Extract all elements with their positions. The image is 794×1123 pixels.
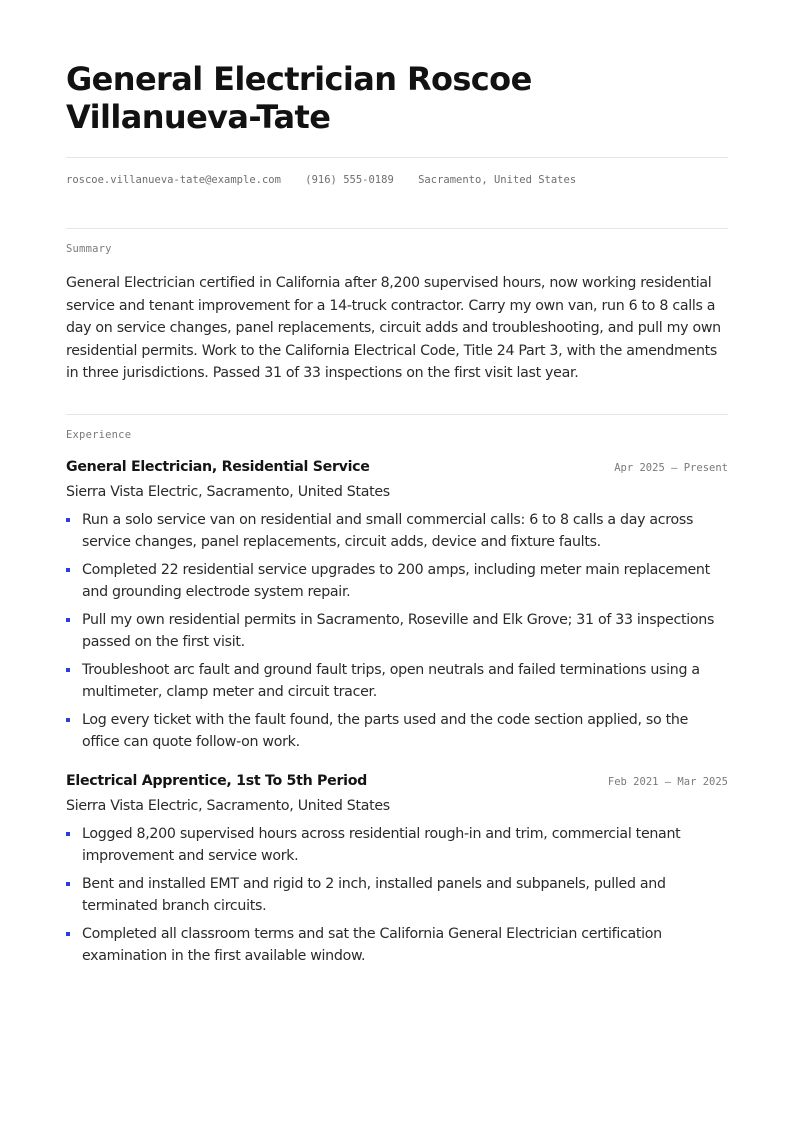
bullet-item [66,873,728,917]
job-dates: Feb 2021 — Mar 2025 [607,776,728,788]
bullet-marker [66,882,70,886]
bullet-marker [66,718,70,722]
bullet-marker [66,518,70,522]
job-bullets [66,509,728,753]
bullet-item [66,559,728,603]
location-text: Sacramento, United States [418,174,577,186]
bullet-item [66,659,728,703]
job-company: Sierra Vista Electric, Sacramento, United States [66,798,390,814]
bullet-item [66,923,728,967]
bullet-item [66,709,728,753]
job-entry [66,773,728,973]
contact-line [66,174,594,186]
job-company: Sierra Vista Electric, Sacramento, United States [66,484,390,500]
bullet-item [66,609,728,653]
divider [66,414,728,415]
bullet-item [66,509,728,553]
bullet-text: Completed 22 residential service upgrades to 200 amps, including meter main replacement and grounding electrode system repair. [82,562,710,600]
job-entry [66,459,728,759]
job-title: Electrical Apprentice, 1st To 5th Period [66,773,368,789]
summary-text: General Electrician certified in California after 8,200 supervised hours, now working residential service and tenant improvement for a 14-truck contractor. Carry my own van, run 6 to 8 calls a day on service changes, panel replacements, circuit adds and troubleshooting, and pull my own residential permits. Work to the California Electrical Code, Title 24 Part 3, with the amendments in three jurisdictions. Passed 31 of 33 inspections on the first visit last year. [66,275,721,381]
email-text: roscoe.villanueva-tate@example.com [66,174,281,186]
phone-text: (916) 555-0189 [305,174,394,186]
bullet-marker [66,568,70,572]
bullet-text: Logged 8,200 supervised hours across residential rough-in and trim, commercial tenant improvement and service work. [82,826,681,864]
job-header [66,459,728,481]
bullet-marker [66,832,70,836]
job-bullets [66,823,728,967]
bullet-marker [66,668,70,672]
bullet-text: Bent and installed EMT and rigid to 2 inch, installed panels and subpanels, pulled and terminated branch circuits. [82,876,666,914]
bullet-text: Completed all classroom terms and sat the California General Electrician certification examination in the first available window. [82,926,662,964]
job-header [66,773,728,795]
bullet-text: Run a solo service van on residential and small commercial calls: 6 to 8 calls a day across service changes, panel replacements, circuit adds, device and fixture faults. [82,512,694,550]
job-title: General Electrician, Residential Service [66,459,370,475]
bullet-text: Troubleshoot arc fault and ground fault trips, open neutrals and failed terminations using a multimeter, clamp meter and circuit tracer. [82,662,700,700]
experience-label: Experience [66,429,132,441]
bullet-text: Pull my own residential permits in Sacramento, Roseville and Elk Grove; 31 of 33 inspections passed on the first visit. [82,612,715,650]
bullet-text: Log every ticket with the fault found, the parts used and the code section applied, so the office can quote follow-on work. [82,712,688,750]
summary-label: Summary [66,243,112,255]
divider [66,228,728,229]
bullet-marker [66,618,70,622]
bullet-marker [66,932,70,936]
job-dates: Apr 2025 — Present [614,462,728,474]
bullet-item [66,823,728,867]
divider [66,157,728,158]
candidate-name: General Electrician Roscoe Villanueva-Tate [66,60,532,136]
